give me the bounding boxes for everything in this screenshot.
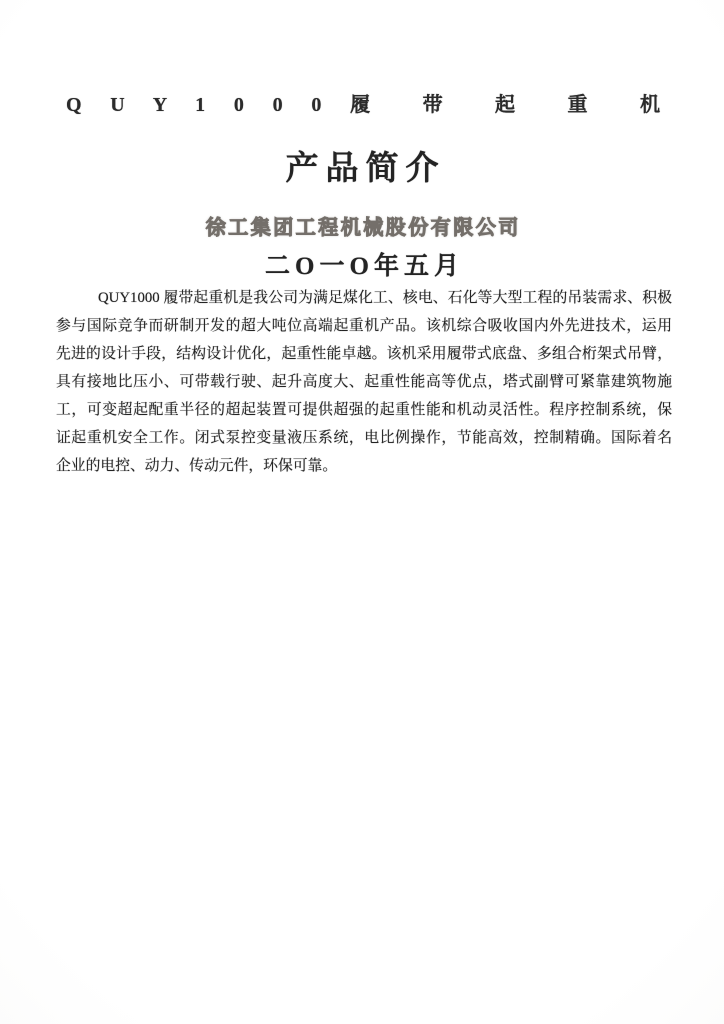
doc-header-title: Q U Y 1 0 0 0 履 带 起 重 机 — [66, 94, 660, 116]
paragraph-line: 先进的设计手段，结构设计优化，起重性能卓越。该机采用履带式底盘、多组合桁架式吊臂， — [56, 346, 672, 362]
body-paragraph — [56, 284, 672, 480]
paragraph-line: 具有接地比压小、可带载行驶、起升高度大、起重性能高等优点，塔式副臂可紧靠建筑物施 — [56, 374, 672, 390]
paragraph-line: 证起重机安全工作。闭式泵控变量液压系统，电比例操作，节能高效，控制精确。国际着名 — [56, 430, 672, 446]
doc-date: 二O一O年五月 — [265, 253, 464, 280]
company-name: 徐工集团工程机械股份有限公司 — [205, 217, 521, 239]
paragraph-line: QUY1000 履带起重机是我公司为满足煤化工、核电、石化等大型工程的吊装需求、积极 — [98, 290, 672, 306]
paragraph-line: 工，可变超起配重半径的超起装置可提供超强的起重性能和机动灵活性。程序控制系统，保 — [56, 402, 672, 418]
doc-title: 产品简介 — [285, 151, 446, 187]
paragraph-line: 参与国际竞争而研制开发的超大吨位高端起重机产品。该机综合吸收国内外先进技术，运用 — [56, 318, 672, 334]
paragraph-line: 企业的电控、动力、传动元件，环保可靠。 — [56, 458, 338, 474]
